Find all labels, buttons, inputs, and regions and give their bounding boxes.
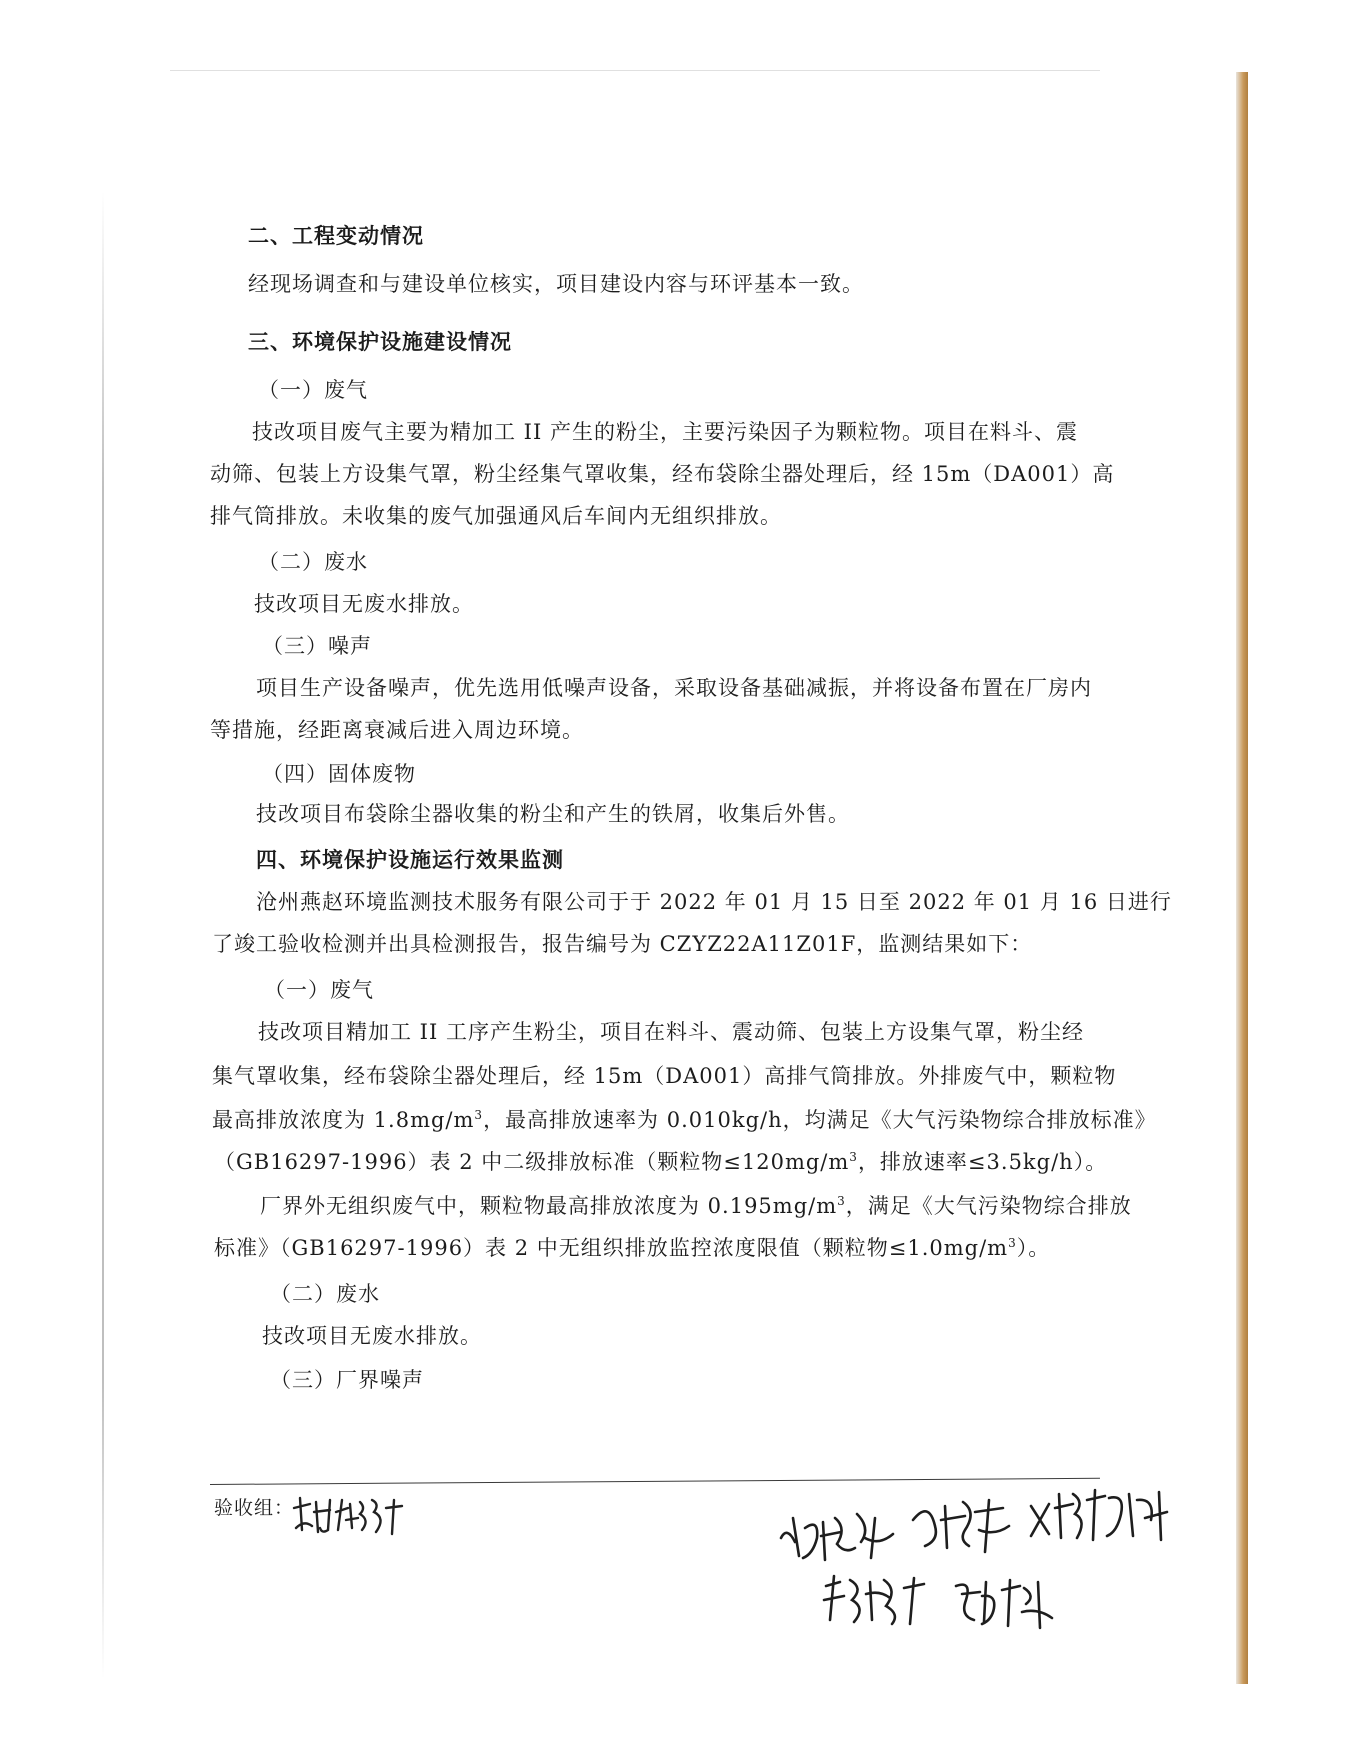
paragraph-line: 动筛、包装上方设集气罩，粉尘经集气罩收集，经布袋除尘器处理后，经 15m（DA001）高 (210, 462, 1115, 486)
superscript: 3 (849, 1150, 858, 1164)
paragraph-line (260, 1192, 1132, 1220)
text-run: ，最高排放速率为 0.010kg/h，均满足《大气污染物综合排放标准》 (483, 1108, 1157, 1132)
superscript: 3 (837, 1194, 846, 1208)
subsection-heading-waste-water: （二）废水 (258, 550, 368, 574)
superscript: 3 (1008, 1236, 1017, 1250)
paragraph-line: 技改项目布袋除尘器收集的粉尘和产生的铁屑，收集后外售。 (256, 802, 850, 826)
text-run: 最高排放浓度为 1.8mg/m (212, 1108, 475, 1132)
handwritten-signature (905, 1490, 1015, 1560)
superscript: 3 (474, 1108, 484, 1122)
text-run: 标准》（GB16297-1996）表 2 中无组织排放监控浓度限值（颗粒物≤1.0mg/m (214, 1236, 1009, 1260)
handwritten-signature (290, 1490, 410, 1540)
paragraph-line: 技改项目废气主要为精加工 II 产生的粉尘，主要污染因子为颗粒物。项目在料斗、震 (252, 420, 1078, 444)
paragraph-line: 技改项目无废水排放。 (254, 592, 474, 616)
paragraph-line: 技改项目无废水排放。 (262, 1324, 482, 1348)
handwritten-signature (775, 1498, 905, 1568)
paragraph-line: 项目生产设备噪声，优先选用低噪声设备，采取设备基础减振，并将设备布置在厂房内 (256, 676, 1092, 700)
paragraph-line: 排气筒排放。未收集的废气加强通风后车间内无组织排放。 (210, 504, 782, 528)
paragraph-line (214, 1234, 1050, 1262)
paragraph-line: 了竣工验收检测并出具检测报告，报告编号为 CZYZ22A11Z01F，监测结果如下： (212, 932, 1033, 956)
paragraph-line: 技改项目精加工 II 工序产生粉尘，项目在料斗、震动筛、包装上方设集气罩，粉尘经 (258, 1020, 1084, 1044)
paragraph-line: 沧州燕赵环境监测技术服务有限公司于于 2022 年 01 月 15 日至 2022 年 01 月 16 日进行 (256, 890, 1172, 914)
handwritten-signature (820, 1570, 930, 1630)
paragraph-line (212, 1106, 1157, 1134)
text-run: （GB16297-1996）表 2 中二级排放标准（颗粒物≤120mg/m (214, 1150, 850, 1174)
handwritten-signature (950, 1572, 1060, 1632)
text-run: ，满足《大气污染物综合排放 (845, 1194, 1132, 1218)
paragraph-line (214, 1148, 1107, 1176)
page-left-edge (102, 190, 104, 1680)
signature-divider (210, 1478, 1100, 1485)
handwritten-signature (1025, 1480, 1175, 1550)
subsection-heading-waste-gas-results: （一）废气 (264, 978, 374, 1002)
section-heading-monitoring: 四、环境保护设施运行效果监测 (256, 847, 564, 872)
paragraph-line: 集气罩收集，经布袋除尘器处理后，经 15m（DA001）高排气筒排放。外排废气中，颗粒物 (212, 1064, 1117, 1088)
subsection-heading-noise: （三）噪声 (262, 634, 372, 658)
text-run: ）。 (1016, 1236, 1051, 1260)
subsection-heading-waste-gas: （一）废气 (258, 378, 368, 402)
section-heading-change: 二、工程变动情况 (248, 223, 424, 248)
paragraph-line: 经现场调查和与建设单位核实，项目建设内容与环评基本一致。 (248, 272, 864, 296)
text-run: ，排放速率≤3.5kg/h）。 (857, 1150, 1108, 1174)
page-right-edge-shadow (1236, 72, 1248, 1684)
page-top-edge (170, 70, 1100, 71)
signature-label: 验收组： (214, 1497, 295, 1519)
paragraph-line: 等措施，经距离衰减后进入周边环境。 (210, 718, 584, 742)
subsection-heading-waste-water-results: （二）废水 (270, 1282, 380, 1306)
subsection-heading-solid-waste: （四）固体废物 (262, 762, 416, 786)
section-heading-env-facilities: 三、环境保护设施建设情况 (248, 329, 512, 354)
subsection-heading-boundary-noise: （三）厂界噪声 (270, 1368, 424, 1392)
text-run: 厂界外无组织废气中，颗粒物最高排放浓度为 0.195mg/m (260, 1194, 838, 1218)
